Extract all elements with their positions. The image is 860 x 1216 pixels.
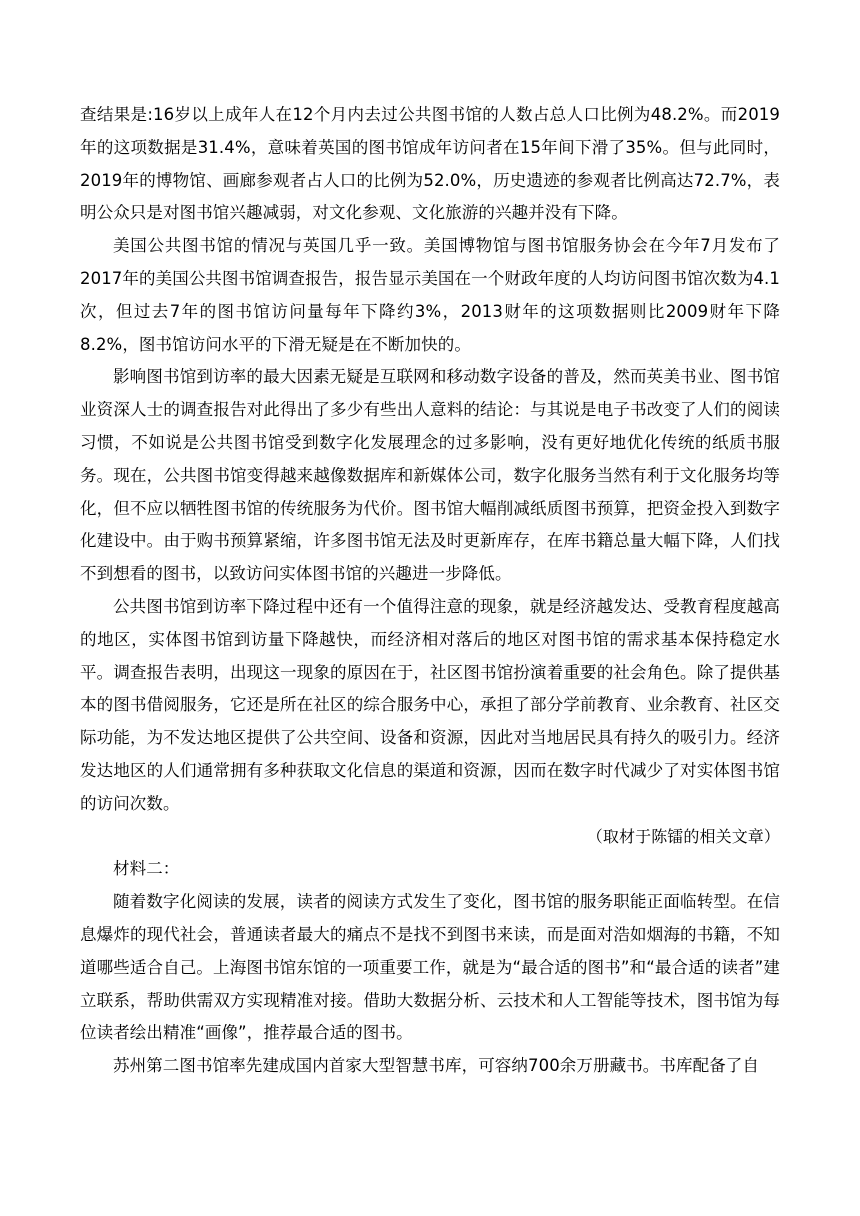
paragraph-digital-reading-transformation: 随着数字化阅读的发展，读者的阅读方式发生了变化，图书馆的服务职能正面临转型。在信息爆炸的现代社会，普通读者最大的痛点不是找不到图书来读，而是面对浩如烟海的书籍，不知道哪些适合自己。上海图书馆东馆的一项重要工作，就是为“最合适的图书”和“最合适的读者”建立联系，帮助供需双方实现精准对接。借助大数据分析、云技术和人工智能等技术，图书馆为每位读者绘出精准“画像”，推荐最合适的图书。 bbox=[80, 892, 780, 1043]
document-body bbox=[80, 99, 780, 1083]
paragraph-survey-results-uk: 查结果是:16岁以上成年人在12个月内去过公共图书馆的人数占总人口比例为48.2%。而2019年的这项数据是31.4%，意味着英国的图书馆成年访问者在15年间下滑了35%。但与此同时，2019年的博物馆、画廊参观者占人口的比例为52.0%，历史遗迹的参观者比例高达72.7%，表明公众只是对图书馆兴趣减弱，对文化参观、文化旅游的兴趣并没有下降。 bbox=[80, 105, 780, 223]
paragraph-regional-differences: 公共图书馆到访率下降过程中还有一个值得注意的现象，就是经济越发达、受教育程度越高的地区，实体图书馆到访量下降越快，而经济相对落后的地区对图书馆的需求基本保持稳定水平。调查报告表明，出现这一现象的原因在于，社区图书馆扮演着重要的社会角色。除了提供基本的图书借阅服务，它还是所在社区的综合服务中心，承担了部分学前教育、业余教育、社区交际功能，为不发达地区提供了公共空间、设备和资源，因此对当地居民具有持久的吸引力。经济发达地区的人们通常拥有多种获取文化信息的渠道和资源，因而在数字时代减少了对实体图书馆的访问次数。 bbox=[80, 596, 780, 813]
source-citation: （取材于陈镭的相关文章） bbox=[586, 826, 780, 846]
paragraph-digital-impact: 影响图书馆到访率的最大因素无疑是互联网和移动数字设备的普及，然而英美书业、图书馆业资深人士的调查报告对此得出了多少有些出人意料的结论：与其说是电子书改变了人们的阅读习惯，不如说是公共图书馆受到数字化发展理念的过多影响，没有更好地优化传统的纸质书服务。现在，公共图书馆变得越来越像数据库和新媒体公司，数字化服务当然有利于文化服务均等化，但不应以牺牲图书馆的传统服务为代价。图书馆大幅削减纸质图书预算，把资金投入到数字化建设中。由于购书预算紧缩，许多图书馆无法及时更新库存，在库书籍总量大幅下降，人们找不到想看的图书，以致访问实体图书馆的兴趣进一步降低。 bbox=[80, 367, 780, 584]
paragraph-us-libraries: 美国公共图书馆的情况与英国几乎一致。美国博物馆与图书馆服务协会在今年7月发布了2017年的美国公共图书馆调查报告，报告显示美国在一个财政年度的人均访问图书馆次数为4.1次，但过去7年的图书馆访问量每年下降约3%，2013财年的这项数据则比2009财年下降8.2%，图书馆访问水平的下滑无疑是在不断加快的。 bbox=[80, 236, 780, 354]
paragraph-suzhou-library: 苏州第二图书馆率先建成国内首家大型智慧书库，可容纳700余万册藏书。书库配备了自 bbox=[113, 1056, 759, 1076]
material-two-heading: 材料二： bbox=[113, 859, 180, 879]
